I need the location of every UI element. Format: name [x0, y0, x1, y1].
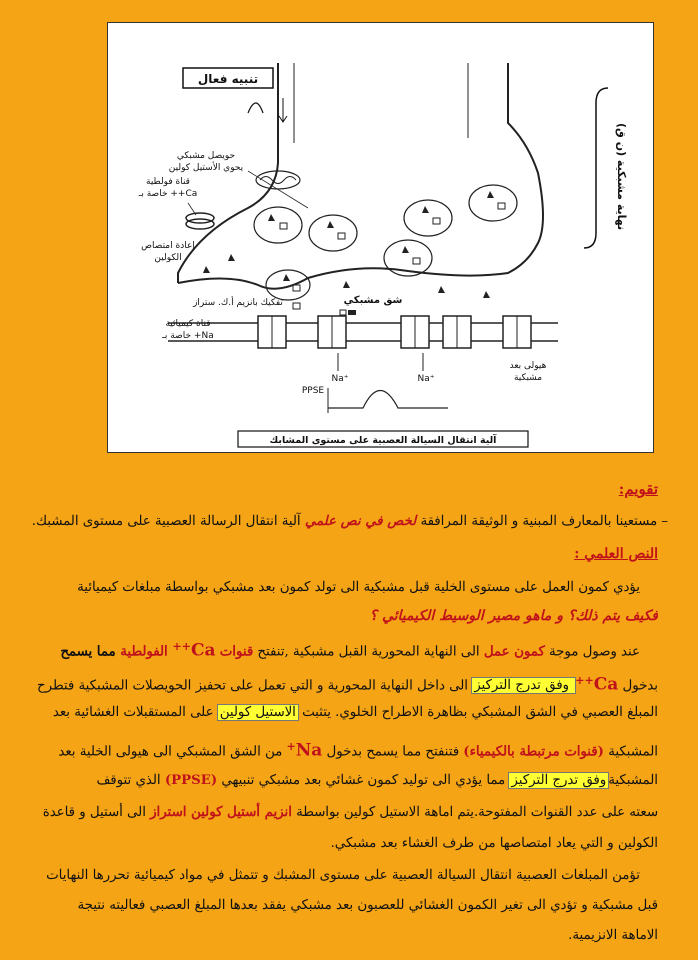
diagram-caption: آلية انتقال السيالة العصبية على مستوى المشابك	[269, 435, 497, 446]
na-label: Na⁺	[331, 374, 349, 384]
vesicle	[266, 270, 310, 300]
p1-e-sup: ++	[172, 640, 191, 653]
p5-d: (PPSE)	[164, 773, 218, 788]
paragraph-line-1	[30, 633, 640, 666]
p5-e: الذي تتوقف	[96, 773, 165, 788]
p4-c: فتنفتح مما يسمح بدخول	[322, 744, 464, 760]
p6-b: انزيم أستيل كولين استراز	[150, 805, 292, 820]
p2-b-sup: ++	[575, 674, 594, 687]
ca-channel-icon	[186, 213, 214, 223]
paragraph-line-5	[30, 767, 658, 795]
p1-b: كمون عمل	[483, 644, 545, 660]
vesicle-group	[254, 171, 517, 300]
chem-channel-label-2: خاصة بـ +Na	[162, 331, 214, 341]
p4-d-sup: +	[286, 740, 296, 753]
task-b: لخص في نص علمي	[304, 514, 417, 529]
paragraph-line-3	[30, 699, 658, 727]
question-line: فكيف يتم ذلك؟ و ماهو مصير الوسيط الكيميائي ؟	[369, 608, 658, 624]
p1-a: عند وصول موجة	[544, 644, 640, 660]
p1-g: مما يسمح	[60, 644, 121, 660]
p3-c: على المستقبلات الغشائية بعد	[52, 705, 218, 720]
vesicle	[309, 215, 357, 251]
vesicle	[469, 185, 517, 221]
vesicle	[404, 200, 452, 236]
postsynaptic-label-2: مشبكية	[513, 373, 543, 383]
p1-f: الفولطية	[120, 644, 173, 660]
mitochondrion-crest	[260, 177, 296, 184]
synapse-diagram	[107, 22, 654, 453]
paragraph-line-9: قبل مشبكية و تؤدي الى تغير الكمون الغشائي للعصبون بعد مشبكي يفقد بعدها المبلغ العصبي فعاليته نتيجة	[77, 898, 658, 913]
reuptake-label-2: الكولين	[154, 253, 182, 263]
chem-channel-label: قناة كيميائية	[165, 319, 211, 329]
ca-channel-icon	[186, 219, 214, 229]
intro-line: يؤدي كمون العمل على مستوى الخلية قبل مشبكية الى تولد كمون بعد مشبكي بواسطة مبلغات كيميائية	[77, 580, 640, 595]
p2-d: الى داخل النهاية المحورية و التي تعمل على تحفيز الحويصلات المشبكية فتطرح	[37, 678, 473, 694]
p1-e: Ca	[190, 640, 216, 661]
ca-channel-label-2: خاصة بـ ++Ca	[138, 189, 198, 199]
vesicle-label: حويصل مشبكي	[176, 151, 236, 161]
p5-c: مما يؤدي الى توليد كمون غشائي بعد مشبكي تنبيهي	[217, 773, 510, 788]
p1-d: قنوات	[219, 644, 254, 660]
evaluation-title: تقويم:	[618, 480, 658, 498]
p6-a: سعته على عدد القنوات المفتوحة.يتم اماهة الاستيل كولين بواسطة	[291, 805, 658, 820]
p4-b: (قنوات مرتبطة بالكيمياء)	[463, 744, 604, 760]
synapse-drawing	[108, 23, 653, 452]
reuptake-label: إعادة امتصاص	[141, 241, 195, 251]
action-potential-icon	[248, 103, 263, 113]
p5-b: وفق تدرج التركيز	[511, 773, 607, 788]
paragraph-line-7: الكولين و التي يعاد امتصاصها من طرف الغشاء بعد مشبكي.	[330, 836, 658, 851]
ppse-label: PPSE	[301, 386, 325, 396]
na-label-2: Na⁺	[417, 374, 435, 384]
p4-e: من الشق المشبكي الى هيولى الخلية بعد	[58, 744, 287, 760]
paragraph-line-2	[30, 667, 658, 700]
paragraph-line-4	[30, 733, 658, 766]
task-c: آلية انتقال الرسالة العصبية على مستوى المشبك.	[31, 514, 305, 529]
p2-a: بدخول	[618, 678, 658, 694]
task-line	[30, 508, 668, 536]
p2-c: وفق تدرج التركيز	[474, 678, 574, 694]
p5-a: المشبكية	[608, 773, 658, 788]
presynaptic-membrane	[178, 63, 543, 289]
p3-b: الاستيل كولين	[219, 705, 296, 720]
p4-a: المشبكية	[603, 744, 658, 760]
receptor-channels	[258, 310, 531, 348]
enzyme-label: تفكيك بانزيم أ.ك. ستراز	[193, 298, 283, 308]
stimulus-label: تنبيه فعال	[197, 72, 259, 86]
presynaptic-label: نهاية مشبكية (ن ق)	[615, 123, 628, 231]
task-dash: –	[661, 514, 668, 529]
p2-b: Ca	[593, 674, 619, 695]
p3-a: المبلغ العصبي في الشق المشبكي بظاهرة الاطراح الخلوي. يتثبت	[297, 705, 658, 720]
p4-d: Na	[295, 740, 323, 761]
paragraph-line-10: الاماهة الانزيمية.	[568, 928, 658, 943]
document-body	[0, 470, 698, 960]
ca-channel-label: قناة فولطية	[146, 177, 190, 187]
cleft-label: شق مشبكي	[343, 295, 403, 306]
p6-c: الى أستيل و قاعدة	[42, 805, 151, 820]
postsynaptic-label: هيولى بعد	[509, 361, 547, 371]
text-title: النص العلمي :	[574, 546, 658, 562]
presynaptic-bracket	[584, 88, 608, 248]
paragraph-line-6	[30, 799, 658, 827]
ppse-curve	[328, 391, 448, 409]
p1-c: الى النهاية المحورية القبل مشبكية ,تنفتح	[253, 644, 484, 660]
task-a: مستعينا بالمعارف المبنية و الوثيقة المرافقة	[416, 514, 658, 529]
vesicle-label-2: يحوي الأستيل كولين	[168, 163, 244, 173]
paragraph-line-8: تؤمن المبلغات العصبية انتقال السيالة العصبية على مستوى المشبك و تتمثل في مواد كيميائية تحررها النهايات	[46, 868, 640, 883]
vesicle	[254, 207, 302, 243]
